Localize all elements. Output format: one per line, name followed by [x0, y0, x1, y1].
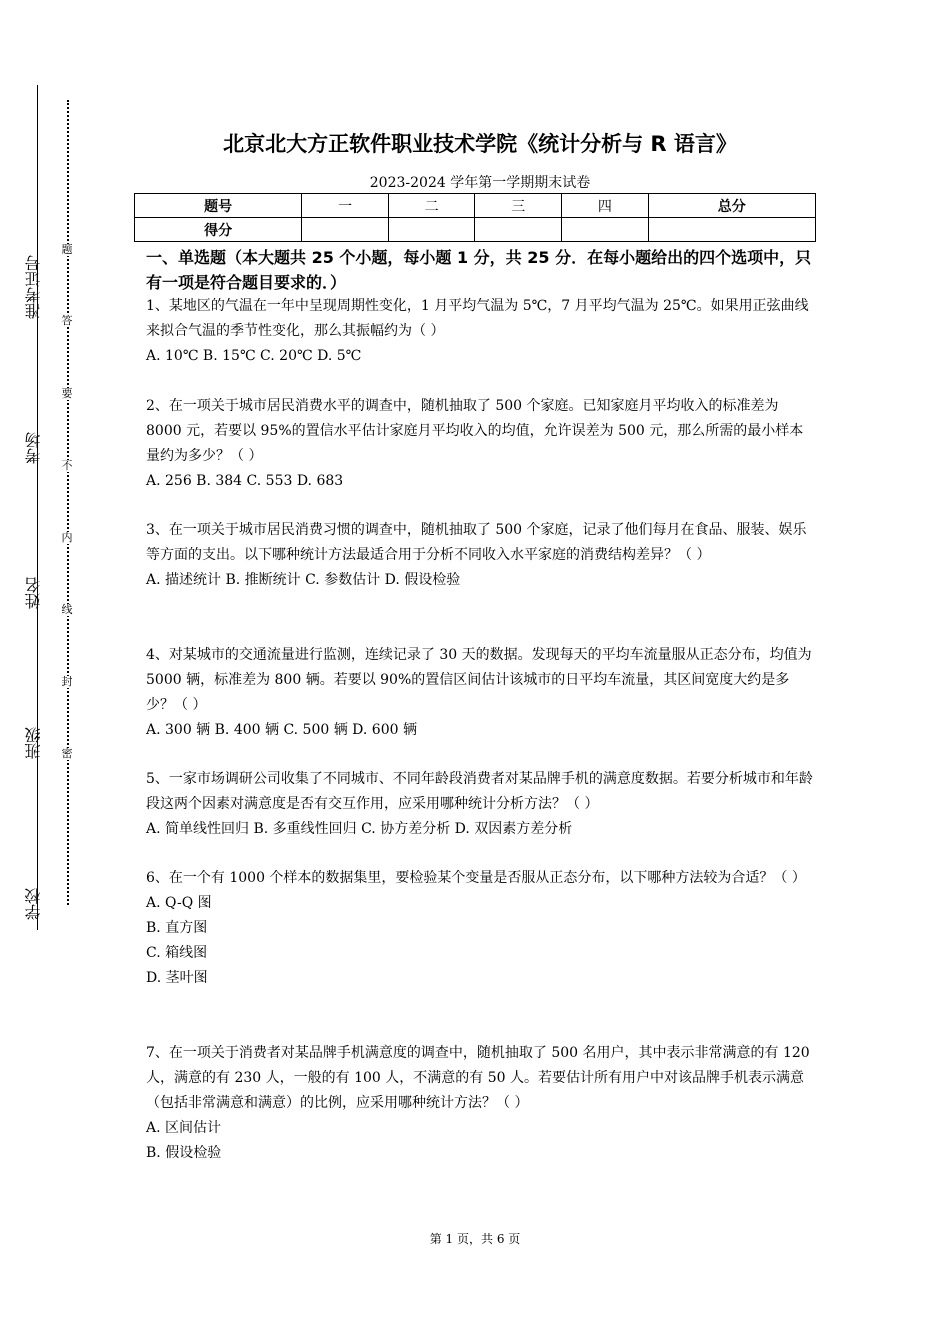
question-options: A. 简单线性回归 B. 多重线性回归 C. 协方差分析 D. 双因素方差分析: [146, 821, 573, 837]
score-header-cell: 二: [388, 194, 475, 218]
binding-warning-char: 线: [61, 603, 73, 616]
binding-field-school: 学校: [24, 888, 43, 920]
question-options: A. 10℃ B. 15℃ C. 20℃ D. 5℃: [146, 348, 362, 364]
score-header-cell: 一: [302, 194, 389, 218]
question-option: B. 直方图: [146, 920, 208, 936]
question-item: [146, 294, 816, 369]
score-table: [134, 193, 816, 242]
score-cell: [475, 218, 562, 242]
question-stem: 7、在一项关于消费者对某品牌手机满意度的调查中，随机抽取了 500 名用户，其中表示非常满意的有 120 人，满意的有 230 人，一般的有 100 人，不满意的有 50 人。若要估计所有用户中对该品牌手机表示满意（包括非常满意和满意）的比例，应采用哪种统计方法？（ ）: [146, 1045, 810, 1111]
question-option: A. 区间估计: [146, 1120, 222, 1136]
binding-field-exam-number: 准考证号: [24, 255, 43, 319]
binding-margin: [0, 0, 110, 1344]
question-options: A. 描述统计 B. 推断统计 C. 参数估计 D. 假设检验: [146, 572, 461, 588]
question-stem: 2、在一项关于城市居民消费水平的调查中，随机抽取了 500 个家庭。已知家庭月平均收入的标准差为 8000 元，若要以 95%的置信水平估计家庭月平均收入的均值，允许误差为 500 元，那么所需的最小样本量约为多少？（ ）: [146, 398, 804, 464]
question-stem: 4、对某城市的交通流量进行监测，连续记录了 30 天的数据。发现每天的平均车流量服从正态分布，均值为 5000 辆，标准差为 800 辆。若要以 90%的置信区间估计该城市的日平均车流量，其区间宽度大约是多少？（ ）: [146, 647, 812, 713]
question-option: B. 假设检验: [146, 1145, 222, 1161]
question-item: [146, 1041, 816, 1166]
question-options: A. 256 B. 384 C. 553 D. 683: [146, 473, 344, 489]
question-option: C. 箱线图: [146, 945, 208, 961]
score-cell: [562, 218, 649, 242]
score-table-score-row: [135, 218, 816, 242]
exam-subtitle: 2023-2024 学年第一学期期末试卷: [369, 175, 591, 191]
binding-warning-char: 要: [61, 387, 73, 400]
question-stem: 1、某地区的气温在一年中呈现周期性变化，1 月平均气温为 5℃，7 月平均气温为 25℃。如果用正弦曲线来拟合气温的季节性变化，那么其振幅约为（ ）: [146, 298, 809, 339]
score-cell: [302, 218, 389, 242]
score-row-label: 得分: [135, 218, 302, 242]
question-option: D. 茎叶图: [146, 970, 208, 986]
section-heading: 一、单选题（本大题共 25 个小题，每小题 1 分，共 25 分．在每小题给出的四个选项中，只有一项是符合题目要求的．）: [146, 248, 812, 292]
score-cell: [388, 218, 475, 242]
binding-field-class: 班级: [24, 727, 43, 759]
question-item: [146, 518, 816, 593]
question-item: [146, 866, 816, 991]
score-header-cell: 四: [562, 194, 649, 218]
question-stem: 6、在一个有 1000 个样本的数据集里，要检验某个变量是否服从正态分布，以下哪种方法较为合适？（ ）: [146, 870, 806, 886]
score-header-cell: 题号: [135, 194, 302, 218]
binding-field-exam-room: 考场: [24, 432, 43, 464]
binding-field-name: 姓名: [24, 577, 43, 609]
binding-warning-char: 不: [61, 459, 73, 472]
question-options: A. 300 辆 B. 400 辆 C. 500 辆 D. 600 辆: [146, 722, 417, 738]
question-option: A. Q-Q 图: [146, 895, 212, 911]
score-cell: [648, 218, 815, 242]
binding-warning-char: 内: [61, 531, 73, 544]
binding-solid-line: [37, 85, 38, 930]
page-footer: 第 1 页，共 6 页: [429, 1232, 521, 1246]
question-item: [146, 643, 816, 743]
score-table-header-row: [135, 194, 816, 218]
question-stem: 5、一家市场调研公司收集了不同城市、不同年龄段消费者对某品牌手机的满意度数据。若要分析城市和年龄段这两个因素对满意度是否有交互作用，应采用哪种统计分析方法？（ ）: [146, 771, 813, 812]
question-stem: 3、在一项关于城市居民消费习惯的调查中，随机抽取了 500 个家庭，记录了他们每月在食品、服装、娱乐等方面的支出。以下哪种统计方法最适合用于分析不同收入水平家庭的消费结构差异？（ ）: [146, 522, 807, 563]
binding-dotted-line: [67, 100, 69, 905]
binding-warning-char: 密: [61, 747, 73, 760]
binding-warning-char: 题: [61, 243, 73, 256]
question-item: [146, 767, 816, 842]
score-header-cell: 总分: [648, 194, 815, 218]
question-item: [146, 394, 816, 494]
binding-warning-char: 答: [61, 314, 73, 327]
exam-title: 北京北大方正软件职业技术学院《统计分析与 R 语言》: [223, 132, 737, 156]
binding-warning-char: 封: [61, 675, 73, 688]
score-header-cell: 三: [475, 194, 562, 218]
